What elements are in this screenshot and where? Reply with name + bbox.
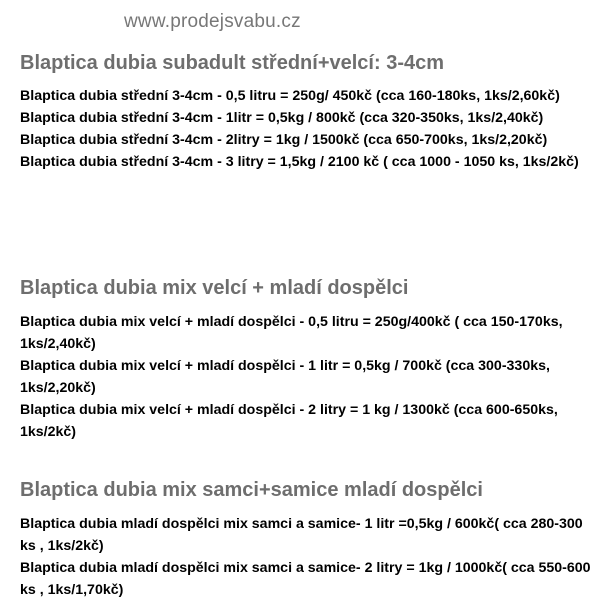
site-url-watermark: www.prodejsvabu.cz <box>124 11 301 32</box>
offer-list <box>20 513 592 601</box>
offer-list <box>20 311 592 443</box>
offer-item: Blaptica dubia mix velcí + mladí dospělci - 0,5 litru = 250g/400kč ( cca 150-170ks, 1ks/2,40kč) <box>20 314 563 352</box>
section-subadult <box>20 51 592 173</box>
offer-item: Blaptica dubia mladí dospělci mix samci a samice- 1 litr =0,5kg / 600kč( cca 280-300 ks , 1ks/2kč) <box>20 516 583 554</box>
offer-item: Blaptica dubia mladí dospělci mix samci a samice- 2 litry = 1kg / 1000kč( cca 550-600 ks , 1ks/1,70kč) <box>20 560 591 598</box>
offer-item: Blaptica dubia střední 3-4cm - 3 litry = 1,5kg / 2100 kč ( cca 1000 - 1050 ks, 1ks/2kč) <box>20 154 579 170</box>
section-mix-large-young-adults <box>20 276 592 443</box>
section-mix-males-females <box>20 478 592 601</box>
offer-list <box>20 85 592 173</box>
section-heading: Blaptica dubia mix samci+samice mladí dospělci <box>20 479 483 501</box>
section-heading: Blaptica dubia mix velcí + mladí dospělci <box>20 277 409 299</box>
section-heading: Blaptica dubia subadult střední+velcí: 3-4cm <box>20 52 445 74</box>
offer-item: Blaptica dubia střední 3-4cm - 2litry = 1kg / 1500kč (cca 650-700ks, 1ks/2,20kč) <box>20 132 548 148</box>
offer-item: Blaptica dubia střední 3-4cm - 1litr = 0,5kg / 800kč (cca 320-350ks, 1ks/2,40kč) <box>20 110 544 126</box>
offer-item: Blaptica dubia mix velcí + mladí dospělci - 1 litr = 0,5kg / 700kč (cca 300-330ks, 1ks/2,20kč) <box>20 358 550 396</box>
offer-item: Blaptica dubia střední 3-4cm - 0,5 litru = 250g/ 450kč (cca 160-180ks, 1ks/2,60kč) <box>20 88 560 104</box>
offer-item: Blaptica dubia mix velcí + mladí dospělci - 2 litry = 1 kg / 1300kč (cca 600-650ks, 1ks/2kč) <box>20 402 558 440</box>
